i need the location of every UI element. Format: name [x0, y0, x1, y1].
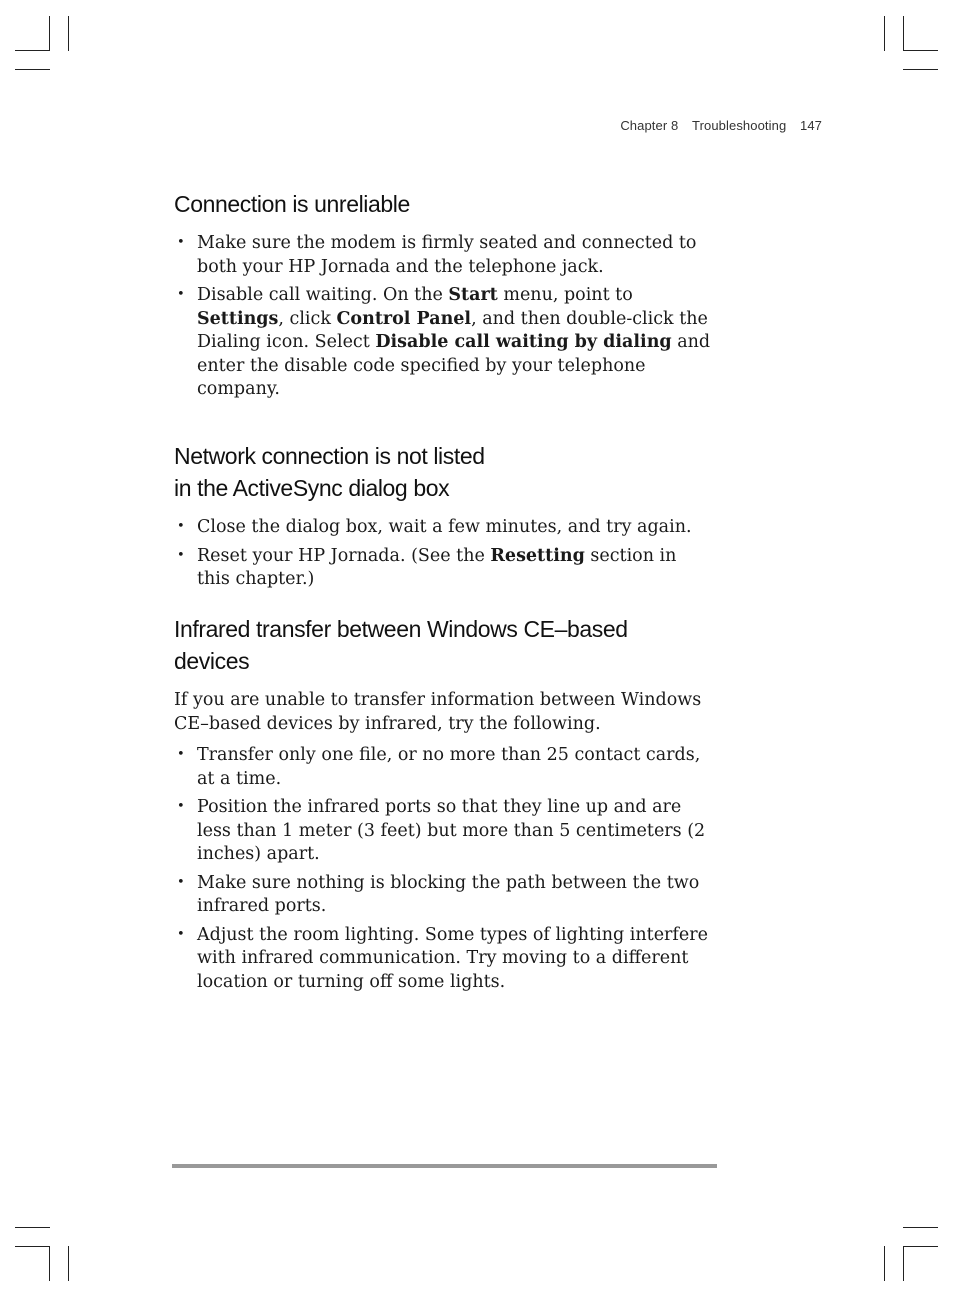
list-item: • Close the dialog box, wait a few minutes, and try again.: [174, 516, 714, 540]
crop-mark: [15, 1227, 50, 1228]
running-header: [620, 118, 822, 133]
crop-mark: [903, 50, 938, 51]
page-number: 147: [800, 118, 822, 133]
crop-mark: [15, 69, 50, 70]
crop-mark: [903, 1227, 938, 1228]
chapter-label: Chapter 8: [620, 118, 679, 133]
crop-mark: [903, 1246, 938, 1247]
crop-mark: [884, 16, 885, 51]
crop-mark: [903, 16, 904, 51]
section-label: Troubleshooting: [692, 118, 787, 133]
crop-mark: [884, 1246, 885, 1281]
crop-mark: [15, 1246, 50, 1247]
intro-paragraph: If you are unable to transfer information between Windows CE–based devices by infrared, try the following.: [174, 690, 702, 734]
crop-mark: [15, 50, 50, 51]
list-item: • Adjust the room lighting. Some types of lighting interfere with infrared communication. Try moving to a different location or turning off some lights.: [174, 924, 714, 995]
list-item: • Transfer only one file, or no more than 25 contact cards, at a time.: [174, 744, 714, 791]
bullet-list: [174, 232, 714, 402]
crop-mark: [903, 69, 938, 70]
crop-mark: [68, 16, 69, 51]
crop-mark: [68, 1246, 69, 1281]
footer-rule: [172, 1164, 717, 1168]
section-network-connection: [174, 440, 714, 592]
section-heading: Connection is unreliable: [174, 191, 410, 217]
crop-mark: [903, 1246, 904, 1281]
section-heading: Infrared transfer between Windows CE–based devices: [174, 616, 628, 674]
list-item: • Position the infrared ports so that they line up and are less than 1 meter (3 feet) but more than 5 centimeters (2 inches) apart.: [174, 796, 714, 867]
list-item: • Disable call waiting. On the Start menu, point to Settings, click Control Panel, and then double-click the Dialing icon. Select Disable call waiting by dialing and enter the disable code specified by your telephone company.: [174, 284, 714, 402]
bullet-list: [174, 744, 714, 994]
list-item: • Make sure nothing is blocking the path between the two infrared ports.: [174, 872, 714, 919]
section-heading: Network connection is not listed in the ActiveSync dialog box: [174, 443, 485, 501]
bullet-list: [174, 516, 714, 592]
crop-mark: [49, 16, 50, 51]
list-item: • Make sure the modem is firmly seated and connected to both your HP Jornada and the telephone jack.: [174, 232, 714, 279]
section-infrared-transfer: [174, 613, 714, 994]
list-item: • Reset your HP Jornada. (See the Resetting section in this chapter.): [174, 545, 714, 592]
crop-mark: [49, 1246, 50, 1281]
section-connection-unreliable: [174, 188, 714, 402]
